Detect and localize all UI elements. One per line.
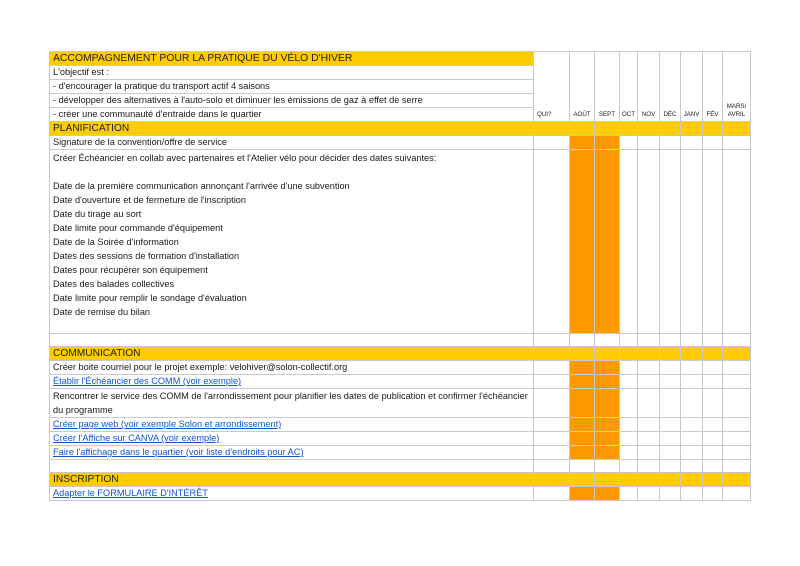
- objective-line-3: - créer une communauté d'entraide dans le quartier: [50, 108, 534, 122]
- date-item: Dates des balades collectives: [53, 279, 175, 289]
- table-row: [50, 487, 751, 501]
- col-header-oct: OCT: [620, 52, 638, 122]
- timeline-cell-sept: [595, 389, 620, 418]
- table-row: [50, 136, 751, 150]
- date-item: Dates pour récupérer son équipement: [53, 265, 208, 275]
- title-row: [50, 52, 751, 66]
- date-item: Date limite pour remplir le sondage d'évaluation: [53, 293, 247, 303]
- task-echeancier: [50, 150, 534, 334]
- planning-table: [49, 51, 751, 501]
- col-header-dec: DÉC: [660, 52, 681, 122]
- timeline-cell-sept: [595, 150, 620, 334]
- objective-line-1: - d'encourager la pratique du transport actif 4 saisons: [50, 80, 534, 94]
- section-inscription: [50, 473, 751, 487]
- timeline-cell-sept: [595, 361, 620, 375]
- col-header-janv: JANV: [681, 52, 703, 122]
- table-row: [50, 150, 751, 334]
- link-affiche-canva[interactable]: Créer l'Affiche sur CANVA (voir exemple): [53, 433, 220, 443]
- task-echeancier-label: Créer Échéancier en collab avec partenaires et l'Atelier vélo pour décider des dates suivantes:: [53, 153, 437, 163]
- timeline-cell-aout: [570, 446, 595, 460]
- section-communication: [50, 347, 751, 361]
- timeline-cell-sept: [595, 375, 620, 389]
- link-page-web[interactable]: Créer page web (voir exemple Solon et arrondissement): [53, 419, 282, 429]
- table-row: [50, 389, 751, 418]
- col-header-sept: SEPT: [595, 52, 620, 122]
- timeline-cell-sept: [595, 136, 620, 150]
- date-item: Date de la première communication annonçant l'arrivée d'une subvention: [53, 181, 350, 191]
- task-email: Créer boite courriel pour le projet exemple: velohiver@solon-collectif.org: [50, 361, 534, 375]
- date-item: Date du tirage au sort: [53, 209, 142, 219]
- task-signature: Signature de la convention/offre de service: [50, 136, 534, 150]
- date-item: Date de la Soirée d'information: [53, 237, 179, 247]
- timeline-cell-aout: [570, 136, 595, 150]
- col-header-fev: FÉV: [703, 52, 723, 122]
- timeline-cell-sept: [595, 418, 620, 432]
- table-row: [50, 375, 751, 389]
- section-label-planification: PLANIFICATION: [50, 122, 534, 136]
- date-item: Dates des sessions de formation d'installation: [53, 251, 240, 261]
- document-title: ACCOMPAGNEMENT POUR LA PRATIQUE DU VÉLO D'HIVER: [50, 52, 534, 66]
- timeline-cell-sept: [595, 446, 620, 460]
- link-formulaire-interet[interactable]: Adapter le FORMULAIRE D'INTÉRÊT: [53, 488, 208, 498]
- date-item: Date limite pour commande d'équipement: [53, 223, 223, 233]
- col-header-qui: QUI?: [534, 52, 570, 122]
- section-planification: [50, 122, 751, 136]
- objective-intro: L'objectif est :: [50, 66, 534, 80]
- timeline-cell-aout: [570, 375, 595, 389]
- col-header-nov: NOV: [638, 52, 660, 122]
- section-label-communication: COMMUNICATION: [50, 347, 534, 361]
- section-label-inscription: INSCRIPTION: [50, 473, 534, 487]
- link-affichage-quartier[interactable]: Faire l'affichage dans le quartier (voir liste d'endroits pour AC): [53, 447, 304, 457]
- table-row: [50, 446, 751, 460]
- col-header-aout: AOÛT: [570, 52, 595, 122]
- timeline-cell-aout: [570, 150, 595, 334]
- timeline-cell-sept: [595, 487, 620, 501]
- table-row: [50, 432, 751, 446]
- timeline-cell-aout: [570, 432, 595, 446]
- col-header-mars-avril: MARS/ AVRIL: [723, 52, 751, 122]
- objective-line-2: - développer des alternatives à l'auto-solo et diminuer les émissions de gaz à effet de serre: [50, 94, 534, 108]
- link-echeancier-comm[interactable]: Établir l'Échéancier des COMM (voir exemple): [53, 376, 242, 386]
- timeline-cell-aout: [570, 389, 595, 418]
- task-service-comm: Rencontrer le service des COMM de l'arrondissement pour planifier les dates de publication et confirmer l'échéancier du programme: [50, 389, 534, 418]
- date-item: Date de remise du bilan: [53, 307, 151, 317]
- timeline-cell-aout: [570, 361, 595, 375]
- timeline-cell-aout: [570, 418, 595, 432]
- table-row: [50, 361, 751, 375]
- timeline-cell-aout: [570, 487, 595, 501]
- table-row: [50, 418, 751, 432]
- date-item: Date d'ouverture et de fermeture de l'inscription: [53, 195, 246, 205]
- timeline-cell-sept: [595, 432, 620, 446]
